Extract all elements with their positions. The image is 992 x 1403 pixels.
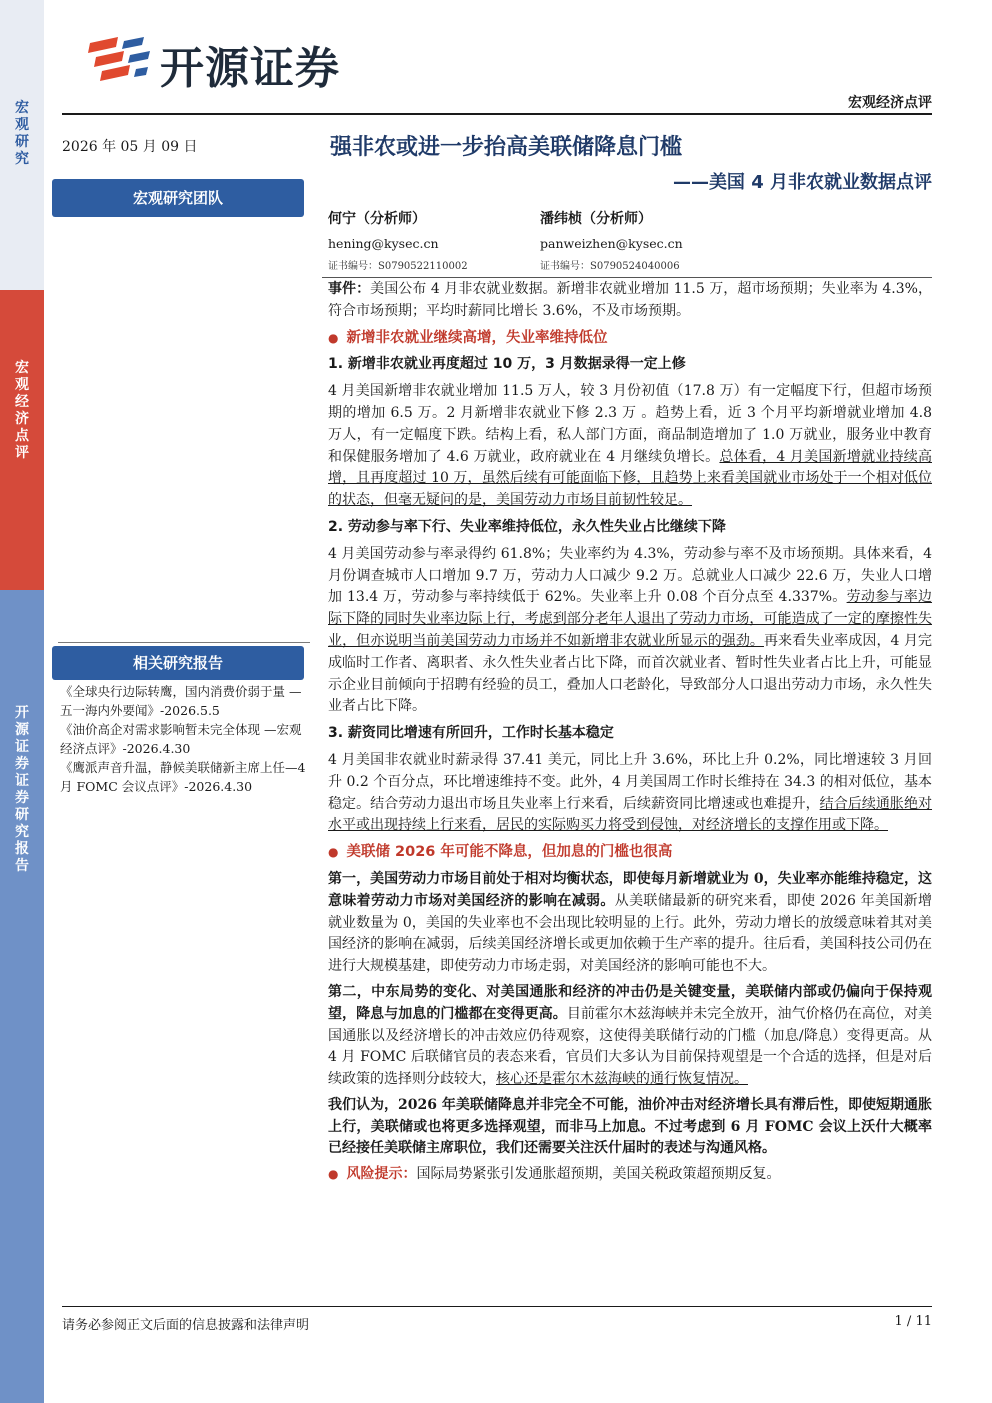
body-paragraph: 第一，美国劳动力市场目前处于相对均衡状态，即使每月新增就业为 0，失业率亦能维持稳定，这意味着劳动力市场对美国经济的影响在减弱。从美联储最新的研究来看，即使 2026 年美国新增就业数量为 0，美国的失业率也不会出现比较明显的上行。此外，劳动力增长的放缓意味着其对美国经济的影响在减弱，后续美国经济增长或更加依赖于生产率的提升。往后看，美国科技公司仍在进行大规模基建，即使劳动力市场走弱，对美国经济的影响可能也不大。: [328, 870, 932, 975]
subsection-heading: 2. 劳动参与率下行、失业率维持低位，永久性失业占比继续下降: [328, 518, 726, 535]
analyst-email[interactable]: panweizhen@kysec.cn: [540, 236, 683, 251]
key-conclusion: 总体看，4 月美国新增就业持续高增，且再度超过 10 万，虽然后续有可能面临下修，且趋势上来看美国就业市场处于一个相对低位的状态，但毫无疑问的是，美国劳动力市场目前韧性较足。: [328, 448, 932, 509]
body-paragraph: 4 月美国新增非农就业增加 11.5 万人，较 3 月份初值（17.8 万）有一定幅度下行，但超市场预期的增加 6.5 万。2 月新增非农就业下修 2.3 万 。趋势上看，近 3 个月平均新增就业增加 4.8 万人，有一定幅度下跌。结构上看，私人部门方面，商品制造增加了 1.0 万就业，服务业中教育和保健服务增加了 4.6 万就业，政府就业在 4 月继续负增长。总体看，4 月美国新增就业持续高增，且再度超过 10 万，虽然后续有可能面临下修，且趋势上来看美国就业市场处于一个相对低位的状态，但毫无疑问的是，美国劳动力市场目前韧性较足。: [328, 383, 932, 509]
side-strip-top-label: 宏观研究: [15, 100, 29, 167]
side-divider: [58, 642, 310, 643]
footer-disclaimer: 请务必参阅正文后面的信息披露和法律声明: [62, 1318, 310, 1333]
side-strip-top: [0, 0, 44, 290]
related-report-item[interactable]: 《全球央行边际转鹰，国内消费价弱于量 —五一海内外要闻》-2026.5.5: [60, 684, 302, 718]
footer-divider: [62, 1306, 932, 1307]
kysec-logo-icon: [88, 33, 150, 91]
body-paragraph: 4 月美国非农就业时薪录得 37.41 美元，同比上升 3.6%，环比上升 0.2%，同比增速较 3 月回升 0.2 个百分点，环比增速维持不变。此外，4 月美国周工作时长维持在 34.3 的相对低位，基本稳定。结合劳动力退出市场且失业率上行来看，后续薪资同比增速或也难提升，结合后续通胀绝对水平或出现持续上行来看，居民的实际购买力将受到侵蚀，对经济增长的支撑作用或下降。: [328, 751, 933, 834]
related-reports-label-box: 相关研究报告: [52, 646, 304, 680]
page-number: 1 / 11: [894, 1314, 932, 1329]
analyst-email[interactable]: hening@kysec.cn: [328, 236, 439, 251]
related-reports-list: [60, 682, 310, 796]
analyst-name: 潘纬桢（分析师）: [540, 211, 652, 227]
key-conclusion: 结合后续通胀绝对水平或出现持续上行来看，居民的实际购买力将受到侵蚀，对经济增长的支撑作用或下降。: [328, 795, 933, 834]
side-strip-middle: [0, 290, 44, 590]
event-paragraph: [328, 279, 932, 323]
analyst-cert: 证书编号：S0790522110002: [328, 261, 468, 272]
report-date: 2026 年 05 月 09 日: [62, 139, 198, 155]
risk-paragraph: [328, 1164, 932, 1186]
body-paragraph: 第二，中东局势的变化、对美国通胀和经济的冲击仍是关键变量，美联储内部或仍偏向于保持观望，降息与加息的门槛都在变得更高。目前霍尔木兹海峡并未完全放开，油气价格仍在高位，对美国通胀以及经济增长的冲击效应仍待观察，这使得美联储行动的门槛（加息/降息）变得更高。从 4 月 FOMC 后联储官员的表态来看，官员们大多认为目前保持观望是一个合适的选择，但是对后续政策的选择则分歧较大，核心还是霍尔木兹海峡的通行恢复情况。: [328, 983, 933, 1088]
analyst-card: [540, 206, 740, 272]
analyst-cert: 证书编号：S0790524040006: [540, 261, 680, 272]
analyst-divider: [322, 277, 932, 278]
team-label-box: 宏观研究团队: [52, 179, 304, 217]
conclusion-paragraph: 我们认为，2026 年美联储降息并非完全不可能，油价冲击对经济增长具有滞后性，即使短期通胀上行，美联储或也将更多选择观望，而非马上加息。不过考虑到 6 月 FOMC 会议上沃什大概率已经接任美联储主席职位，我们还需要关注沃什届时的表述与沟通风格。: [328, 1096, 932, 1157]
side-strip-bottom-label: 开源证券证券研究报告: [15, 705, 29, 874]
key-conclusion: 核心还是霍尔木兹海峡的通行恢复情况。: [496, 1071, 748, 1088]
related-report-item[interactable]: 《鹰派声音升温，静候美联储新主席上任—4 月 FOMC 会议点评》-2026.4.30: [60, 760, 306, 794]
risk-label: 风险提示：: [346, 1166, 417, 1183]
related-report-item[interactable]: 《油价高企对需求影响暂未完全体现 —宏观经济点评》-2026.4.30: [60, 722, 302, 756]
section-heading: ● 新增非农就业继续高增，失业率维持低位: [328, 328, 932, 350]
subsection-heading: 3. 薪资同比增速有所回升，工作时长基本稳定: [328, 725, 614, 742]
header-divider: [62, 113, 932, 115]
key-conclusion: 劳动参与率边际下降的同时失业率边际上行，考虑到部分老年人退出了劳动力市场，可能造成了一定的摩擦性失业，但亦说明当前美国劳动力市场并不如新增非农就业所显示的强劲。: [328, 589, 933, 649]
report-body: [328, 279, 932, 1186]
event-label: 事件：: [328, 281, 371, 297]
subsection-heading: 1. 新增非农就业再度超过 10 万，3 月数据录得一定上修: [328, 356, 686, 373]
analyst-card: [328, 206, 528, 272]
risk-text: 国际局势紧张引发通胀超预期，美国关税政策超预期反复。: [416, 1166, 781, 1183]
event-text: 美国公布 4 月非农就业数据。新增非农就业增加 11.5 万，超市场预期；失业率为 4.3%，符合市场预期；平均时薪同比增长 3.6%，不及市场预期。: [328, 281, 932, 319]
body-paragraph: 4 月美国劳动参与率录得约 61.8%；失业率约为 4.3%，劳动参与率不及市场预期。具体来看，4 月份调查城市人口增加 9.7 万，劳动力人口减少 9.2 万。总就业人口减少 22.6 万，失业人口增加 13.4 万，劳动参与率持续低于 62%。失业率上升 0.08 个百分点至 4.337%。劳动参与率边际下降的同时失业率边际上行，考虑到部分老年人退出了劳动力市场，可能造成了一定的摩擦性失业，但亦说明当前美国劳动力市场并不如新增非农就业所显示的强劲。再来看失业率成因，4 月完成临时工作者、离职者、永久性失业者占比下降，而首次就业者、暂时性失业者占比上升，可能显示企业目前倾向于招聘有经验的员工，叠加人口老龄化，导致部分人口退出劳动力市场，永久性失业者占比下降。: [328, 545, 933, 715]
side-strip-bottom: [0, 590, 44, 1403]
report-title: 强非农或进一步抬高美联储降息门槛: [330, 135, 683, 160]
section-heading: ● 美联储 2026 年可能不降息，但加息的门槛也很高: [328, 842, 932, 864]
report-type-tag: 宏观经济点评: [848, 95, 932, 111]
side-strip-middle-label: 宏观经济点评: [15, 360, 29, 461]
bullet-icon: ●: [328, 1167, 339, 1182]
report-subtitle: ——美国 4 月非农就业数据点评: [672, 172, 932, 193]
logo-text: 开源证券: [160, 43, 340, 94]
analyst-name: 何宁（分析师）: [328, 211, 426, 227]
